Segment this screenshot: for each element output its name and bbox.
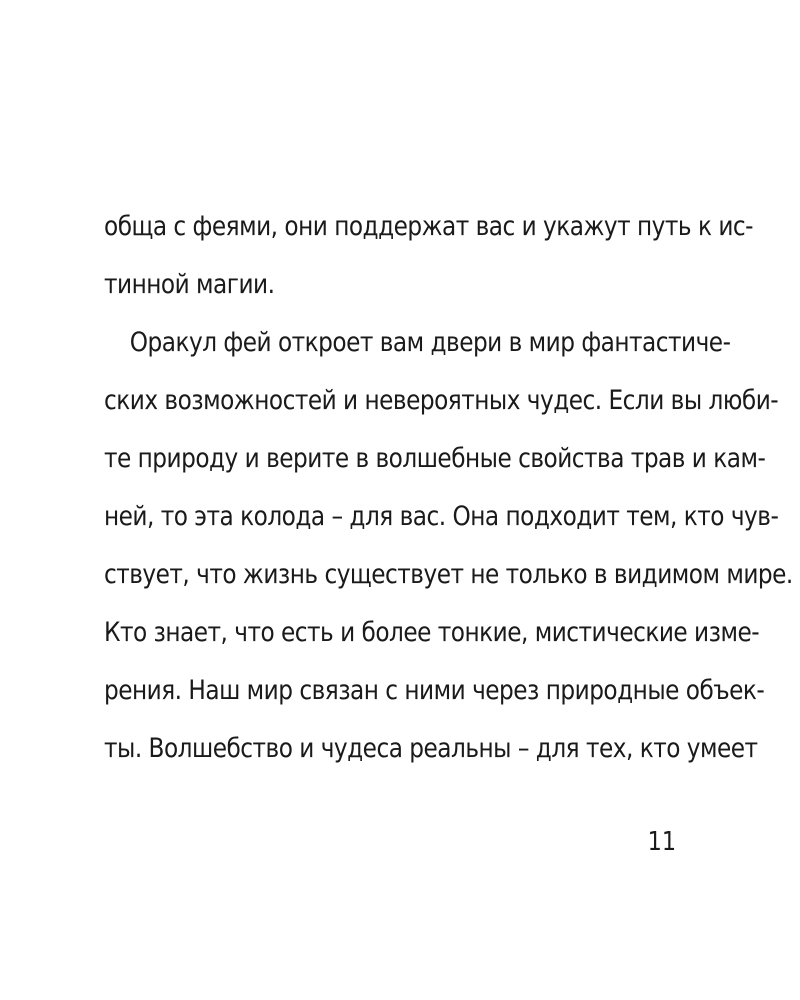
text-line: ней, то эта колода – для вас. Она подходит тем, кто чув- bbox=[104, 501, 779, 532]
text-line: ствует, что жизнь существует не только в видимом мире. bbox=[104, 559, 793, 590]
text-line: Оракул фей откроет вам двери в мир фантастиче- bbox=[129, 327, 731, 358]
text-line: те природу и верите в волшебные свойства трав и кам- bbox=[104, 443, 766, 474]
body-text bbox=[104, 198, 793, 778]
text-line: рения. Наш мир связан с ними через природные объек- bbox=[104, 675, 765, 706]
text-line: обща с феями, они поддержат вас и укажут путь к ис- bbox=[104, 211, 754, 242]
text-line: тинной магии. bbox=[104, 269, 275, 300]
text-line: ты. Волшебство и чудеса реальны – для тех, кто умеет bbox=[104, 733, 758, 764]
text-line: ских возможностей и невероятных чудес. Если вы люби- bbox=[104, 385, 779, 416]
page-number: 11 bbox=[647, 827, 676, 857]
text-line: Кто знает, что есть и более тонкие, мистические изме- bbox=[104, 617, 760, 648]
